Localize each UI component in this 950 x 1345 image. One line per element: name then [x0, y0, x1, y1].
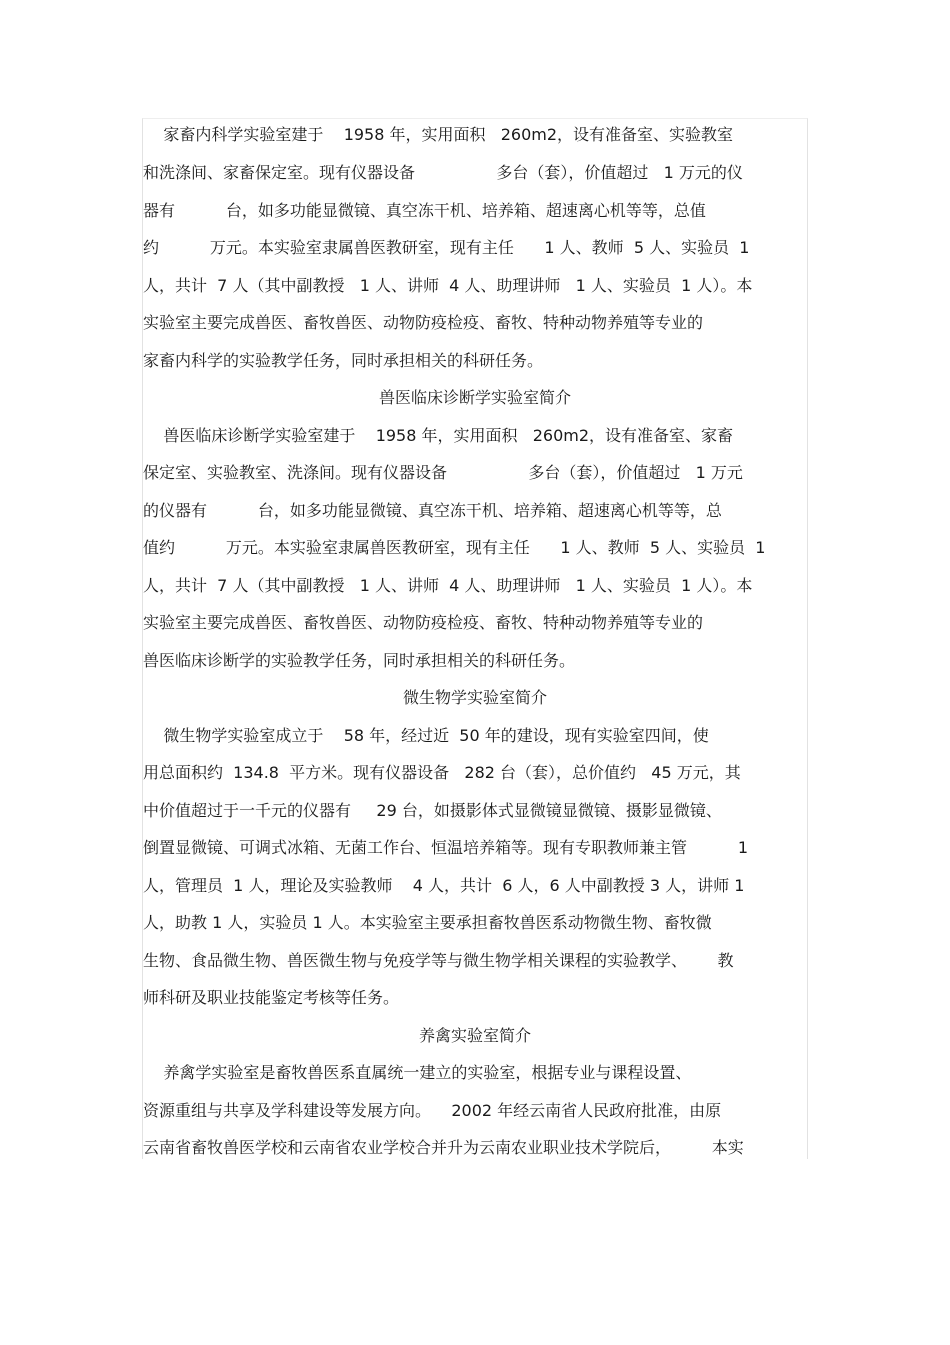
paragraph-line: 资源重组与共享及学科建设等发展方向。 2002 年经云南省人民政府批准，由原 [143, 1101, 722, 1120]
section-title: 微生物学实验室简介 [402, 688, 547, 707]
paragraph-line: 保定室、实验教室、洗涤间。现有仪器设备 多台（套），价值超过 1 万元 [143, 463, 743, 482]
paragraph-line: 微生物学实验室成立于 58 年，经过近 50 年的建设，现有实验室四间，使 [143, 726, 709, 745]
paragraph-line: 家畜内科学实验室建于 1958 年，实用面积 260m2，设有准备室、实验教室 [143, 125, 734, 144]
paragraph-line: 约 万元。本实验室隶属兽医教研室，现有主任 1 人、教师 5 人、实验员 1 [143, 238, 750, 257]
document-body [142, 118, 808, 1159]
paragraph-line: 人，共计 7 人（其中副教授 1 人、讲师 4 人、助理讲师 1 人、实验员 1 人）。本 [143, 576, 753, 595]
paragraph-line: 用总面积约 134.8 平方米。现有仪器设备 282 台（套），总价值约 45 万元，其 [143, 763, 741, 782]
paragraph-line: 家畜内科学的实验教学任务，同时承担相关的科研任务。 [143, 351, 544, 370]
section-title: 养禽实验室简介 [418, 1026, 531, 1045]
paragraph-line: 和洗涤间、家畜保定室。现有仪器设备 多台（套），价值超过 1 万元的仪 [143, 163, 743, 182]
paragraph-line: 师科研及职业技能鉴定考核等任务。 [143, 988, 400, 1007]
paragraph-line: 的仪器有 台，如多功能显微镜、真空冻干机、培养箱、超速离心机等等，总 [143, 501, 722, 520]
paragraph-line: 器有 台，如多功能显微镜、真空冻干机、培养箱、超速离心机等等，总值 [143, 201, 706, 220]
paragraph-line: 人，共计 7 人（其中副教授 1 人、讲师 4 人、助理讲师 1 人、实验员 1 人）。本 [143, 276, 753, 295]
paragraph-line: 兽医临床诊断学实验室建于 1958 年，实用面积 260m2，设有准备室、家畜 [143, 426, 734, 445]
section-title: 兽医临床诊断学实验室简介 [378, 388, 571, 407]
paragraph-line: 中价值超过于一千元的仪器有 29 台，如摄影体式显微镜显微镜、摄影显微镜、 [143, 801, 722, 820]
paragraph-line: 实验室主要完成兽医、畜牧兽医、动物防疫检疫、畜牧、特种动物养殖等专业的 [143, 613, 704, 632]
paragraph-line: 人，管理员 1 人，理论及实验教师 4 人，共计 6 人，6 人中副教授 3 人，讲师 1 [143, 876, 745, 895]
paragraph-line: 人，助教 1 人，实验员 1 人。本实验室主要承担畜牧兽医系动物微生物、畜牧微 [143, 913, 712, 932]
paragraph-line: 云南省畜牧兽医学校和云南省农业学校合并升为云南农业职业技术学院后， 本实 [143, 1138, 744, 1157]
paragraph-line: 生物、食品微生物、兽医微生物与免疫学等与微生物学相关课程的实验教学、 教 [143, 951, 734, 970]
paragraph-line: 值约 万元。本实验室隶属兽医教研室，现有主任 1 人、教师 5 人、实验员 1 [143, 538, 766, 557]
paragraph-line: 倒置显微镜、可调式冰箱、无菌工作台、恒温培养箱等。现有专职教师兼主管 1 [143, 838, 749, 857]
paragraph-line: 养禽学实验室是畜牧兽医系直属统一建立的实验室，根据专业与课程设置、 [143, 1063, 692, 1082]
paragraph-line: 兽医临床诊断学的实验教学任务，同时承担相关的科研任务。 [143, 651, 576, 670]
paragraph-line: 实验室主要完成兽医、畜牧兽医、动物防疫检疫、畜牧、特种动物养殖等专业的 [143, 313, 704, 332]
